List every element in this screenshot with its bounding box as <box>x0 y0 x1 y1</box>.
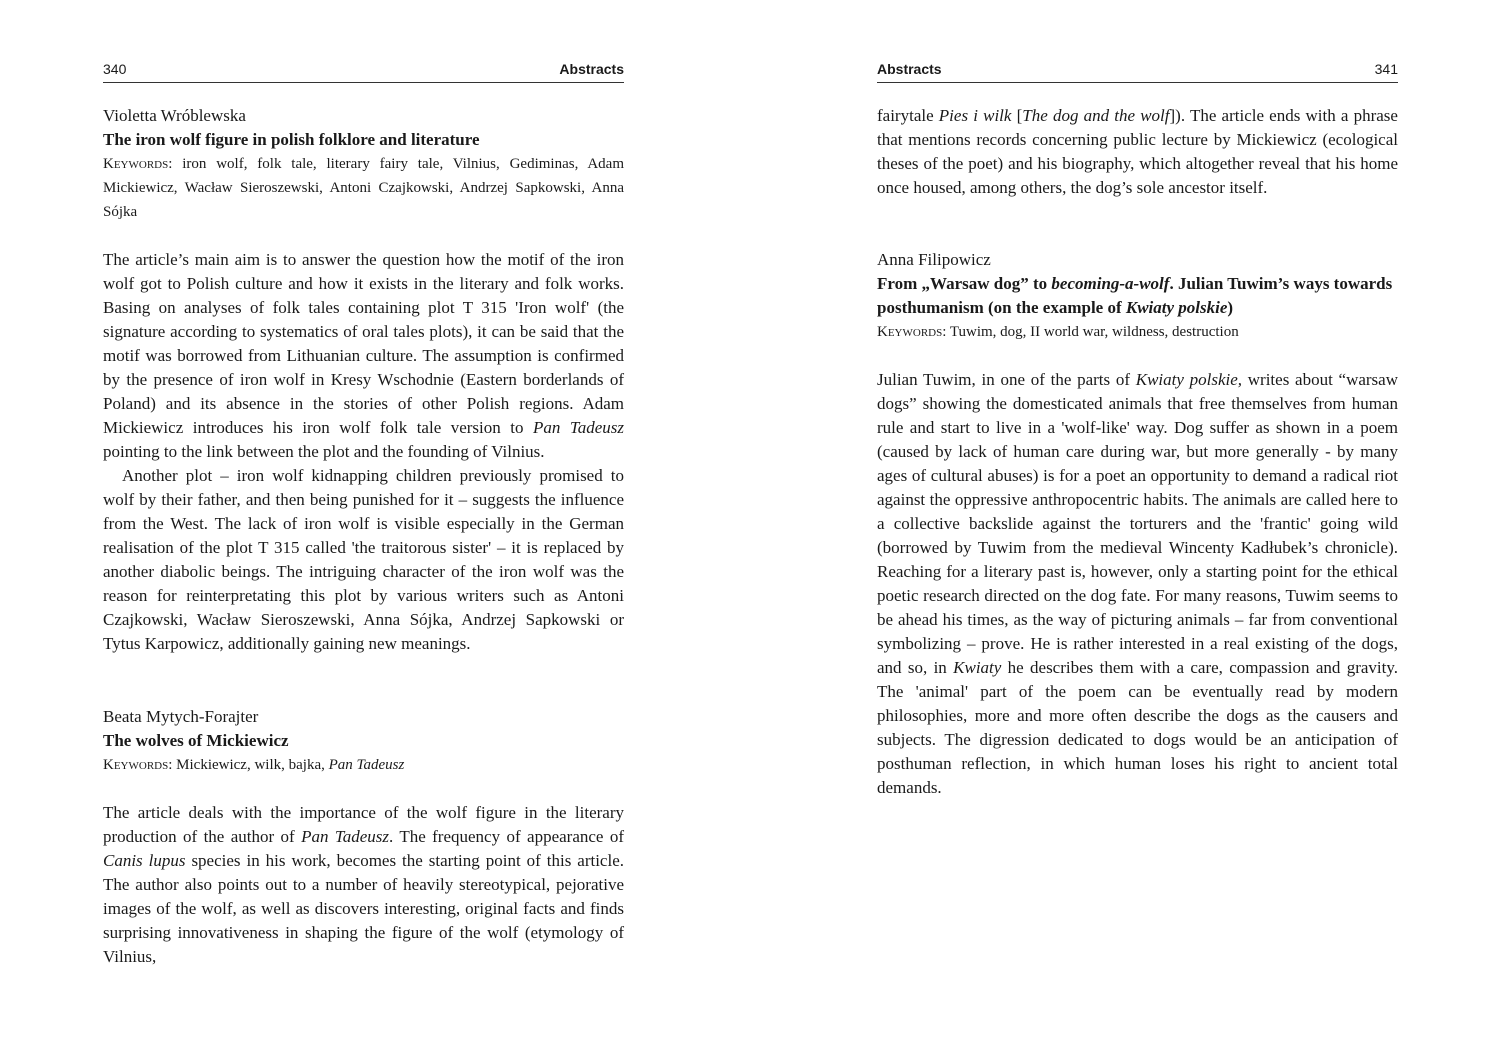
article-title <box>877 272 1398 320</box>
running-title-left: Abstracts <box>559 61 624 77</box>
article-mytych-header <box>103 705 624 777</box>
text-run: From „Warsaw dog” to <box>877 274 1052 293</box>
italic-phrase: becoming-a-wolf <box>1051 274 1170 293</box>
text-run: The article’s main aim is to answer the question how the motif of the iron wolf got to Polish culture and how it exists in the literary and folk works. Basing on analyses of folk tales containing plot T 315 'Iron wolf' (the signature according to systematics of oral tales plots), it can be said that the motif was borrowed from Lithuanian culture. The assumption is confirmed by the presence of iron wolf in Kresy Wschodnie (Eastern borderlands of Poland) and its absence in the stories of other Polish regions. Adam Mickiewicz introduces his iron wolf folk tale version to <box>103 250 624 437</box>
left-page <box>103 0 624 1052</box>
italic-title: Pan Tadeusz <box>532 418 624 437</box>
italic-keyword: Pan Tadeusz <box>328 757 405 773</box>
keywords-label: Keywords <box>103 156 169 172</box>
article-filipowicz-abstract <box>877 368 1398 800</box>
keywords-line <box>877 320 1398 344</box>
right-page <box>877 0 1398 1052</box>
keywords-label: Keywords <box>103 757 169 773</box>
author-name: Anna Filipowicz <box>877 250 991 269</box>
keywords-line <box>103 753 624 777</box>
article-wroblewska-header <box>103 104 624 224</box>
text-run: [ <box>1011 106 1023 125</box>
author-name: Violetta Wróblewska <box>103 106 246 125</box>
italic-title: Pies i wilk <box>938 106 1012 125</box>
keywords-label: Keywords <box>877 324 943 340</box>
text-run: . Julian Tuwim’s ways towards posthumanism (on the example of <box>877 274 1393 317</box>
article-mytych-abstract <box>103 801 624 969</box>
text-run: species in his work, becomes the starting point of this article. The author also points out to a number of heavily stereotypical, pejorative images of the wolf, as well as discovers interesting, original facts and finds surprising innovativeness in shaping the figure of the wolf (etymology of Vilnius, <box>103 851 624 966</box>
abstract-paragraph <box>103 248 624 464</box>
running-head-right <box>877 60 1398 83</box>
page-number-left: 340 <box>103 61 127 77</box>
text-run: fairytale <box>877 106 939 125</box>
italic-title: Kwiaty <box>953 658 1002 677</box>
article-wroblewska-abstract <box>103 248 624 656</box>
text-run: writes about “warsaw dogs” showing the domesticated animals that free themselves from human rule and start to live in a 'wolf-like' way. Dog suffer as shown in a poem (caused by lack of human care during war, but more generally - by many ages of cultural abuses) is for a poet an opportunity to demand a radical riot against the oppressive anthropocentric habits. The animals are called here to a collective backslide against the torturers and the 'frantic' going wild (borrowed by Tuwim from the medieval Wincenty Kadłubek’s chronicle). Reaching for a literary past is, however, only a starting point for the ethical poetic research directed on the dog fate. For many reasons, Tuwim seems to be ahead his times, as the way of picturing animals – far from conventional symbolizing – prove. He is rather interested in a real existing of the dogs, and so, in <box>877 370 1398 677</box>
article-filipowicz-header <box>877 248 1398 344</box>
running-title-right: Abstracts <box>877 61 942 77</box>
italic-title: The dog and the wolf <box>1022 106 1170 125</box>
keywords-text: : iron wolf, folk tale, literary fairy tale, Vilnius, Gediminas, Adam Mickiewicz, Wacław Sieroszewski, Antoni Czajkowski, Andrzej Sapkowski, Anna Sójka <box>103 156 624 220</box>
abstract-paragraph <box>877 368 1398 800</box>
text-run: ) <box>1227 298 1234 317</box>
text-run: . The frequency of appearance of <box>389 827 624 846</box>
author-name: Beata Mytych-Forajter <box>103 707 259 726</box>
italic-title: Kwiaty polskie, <box>1135 370 1243 389</box>
italic-title: Pan Tadeusz <box>301 827 390 846</box>
article-title: The wolves of Mickiewicz <box>103 731 289 750</box>
text-run: pointing to the link between the plot and the founding of Vilnius. <box>103 442 545 461</box>
running-head-left <box>103 60 624 83</box>
article-title: The iron wolf figure in polish folklore and literature <box>103 130 480 149</box>
text-run: The article deals with the importance of the wolf figure in the literary production of the author of <box>103 803 624 846</box>
page-number-right: 341 <box>1374 61 1398 77</box>
italic-species: Canis lupus <box>103 851 186 870</box>
abstract-paragraph <box>877 104 1398 200</box>
continuation-text <box>877 104 1398 200</box>
italic-title: Kwiaty polskie <box>1125 298 1228 317</box>
keywords-line <box>103 152 624 224</box>
keywords-text: : Tuwim, dog, II world war, wildness, destruction <box>942 324 1239 340</box>
abstract-paragraph: Another plot – iron wolf kidnapping children previously promised to wolf by their father, and then being punished for it – suggests the influence from the West. The lack of iron wolf is visible especially in the German realisation of the plot T 315 called 'the traitorous sister' – it is replaced by another diabolic beings. The intriguing character of the iron wolf was the reason for reinterpretating this plot by various writers such as Antoni Czajkowski, Wacław Sieroszewski, Anna Sójka, Andrzej Sapkowski or Tytus Karpowicz, additionally gaining new meanings. <box>103 466 624 653</box>
text-run: ]). The article ends with a phrase that mentions records concerning public lecture by Mickiewicz (ecological theses of the poet) and his biography, which altogether reveal that his home once housed, among others, the dog’s sole ancestor itself. <box>877 106 1398 197</box>
keywords-text: : Mickiewicz, wilk, bajka, <box>168 757 329 773</box>
text-run: Julian Tuwim, in one of the parts of <box>877 370 1136 389</box>
text-run: he describes them with a care, compassion and gravity. The 'animal' part of the poem can be eventually read by modern philosophies, more and more often describe the dogs as the causers and subjects. The digression dedicated to dogs would be an anticipation of posthuman reflection, in which human loses his right to ancient total demands. <box>877 658 1399 797</box>
abstract-paragraph <box>103 801 624 969</box>
